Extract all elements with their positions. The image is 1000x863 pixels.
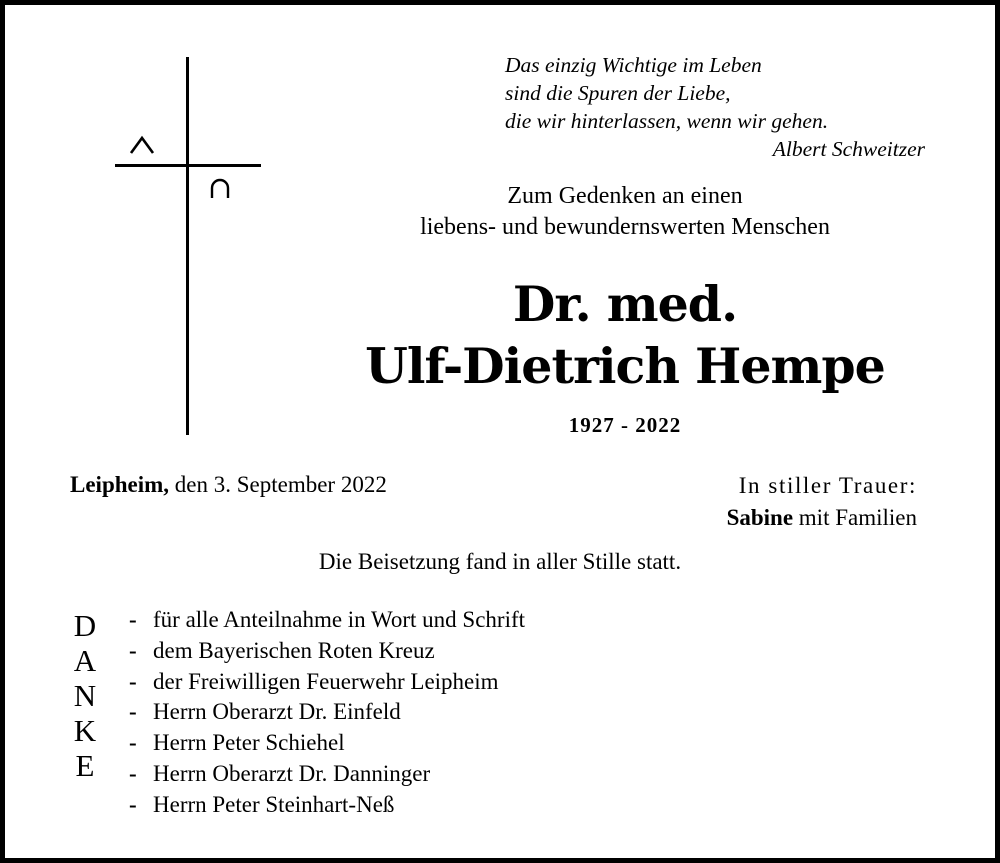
dash-bullet: - [129, 791, 137, 817]
list-item [129, 728, 525, 759]
alpha-symbol-icon [129, 135, 155, 155]
danke-letter: E [75, 748, 95, 783]
memory-line: Zum Gedenken an einen [507, 183, 743, 209]
mourner-family: mit Familien [793, 505, 917, 530]
dash-bullet: - [129, 699, 137, 725]
thanks-list [129, 605, 525, 821]
thanks-item-text: dem Bayerischen Roten Kreuz [153, 637, 435, 663]
quote-line: Das einzig Wichtige im Leben [505, 53, 762, 77]
thanks-item-text: Herrn Oberarzt Dr. Danninger [153, 760, 431, 786]
mourning-heading: In stiller Trauer: [738, 473, 917, 498]
thanks-item-text: der Freiwilligen Feuerwehr Leipheim [153, 668, 499, 694]
place: Leipheim, [70, 472, 170, 497]
thanks-item-text: für alle Anteilnahme in Wort und Schrift [153, 607, 526, 632]
list-item [129, 636, 525, 667]
memory-line: liebens- und bewundernswerten Menschen [420, 214, 830, 240]
list-item [129, 697, 525, 728]
life-years: 1927 - 2022 [568, 413, 682, 437]
omega-symbol-icon [209, 177, 231, 199]
dash-bullet: - [129, 607, 137, 632]
burial-note: Die Beisetzung fand in aller Stille statt. [318, 549, 682, 574]
list-item [129, 790, 525, 821]
list-item [129, 759, 525, 790]
deceased-title: Dr. med. [512, 275, 738, 333]
mourner-name: Sabine [726, 505, 794, 530]
mourning-signature [727, 470, 917, 534]
danke-letter: A [73, 643, 97, 678]
cross-horizontal-bar [115, 164, 261, 167]
danke-vertical-word [65, 608, 105, 783]
deceased-full-name: Ulf-Dietrich Hempe [365, 337, 885, 395]
thanks-item-text: Herrn Oberarzt Dr. Einfeld [153, 699, 401, 725]
list-item [129, 667, 525, 698]
quote-block [505, 51, 925, 163]
dash-bullet: - [129, 760, 137, 786]
dash-bullet: - [129, 730, 137, 756]
cross-vertical-bar [186, 57, 189, 435]
thanks-item-text: Herrn Peter Steinhart-Neß [153, 791, 395, 817]
danke-letter: D [73, 608, 97, 643]
quote-author: Albert Schweitzer [772, 137, 925, 161]
memory-intro [335, 181, 915, 243]
danke-letter: N [73, 678, 97, 713]
quote-line: die wir hinterlassen, wenn wir gehen. [505, 109, 829, 133]
quote-line: sind die Spuren der Liebe, [505, 81, 731, 105]
date: den 3. September 2022 [169, 472, 387, 497]
danke-letter: K [73, 713, 97, 748]
dash-bullet: - [129, 637, 137, 663]
thanks-item-text: Herrn Peter Schiehel [153, 730, 345, 756]
list-item [129, 605, 525, 636]
deceased-name [335, 273, 915, 397]
dash-bullet: - [129, 668, 137, 694]
place-date [70, 470, 387, 500]
